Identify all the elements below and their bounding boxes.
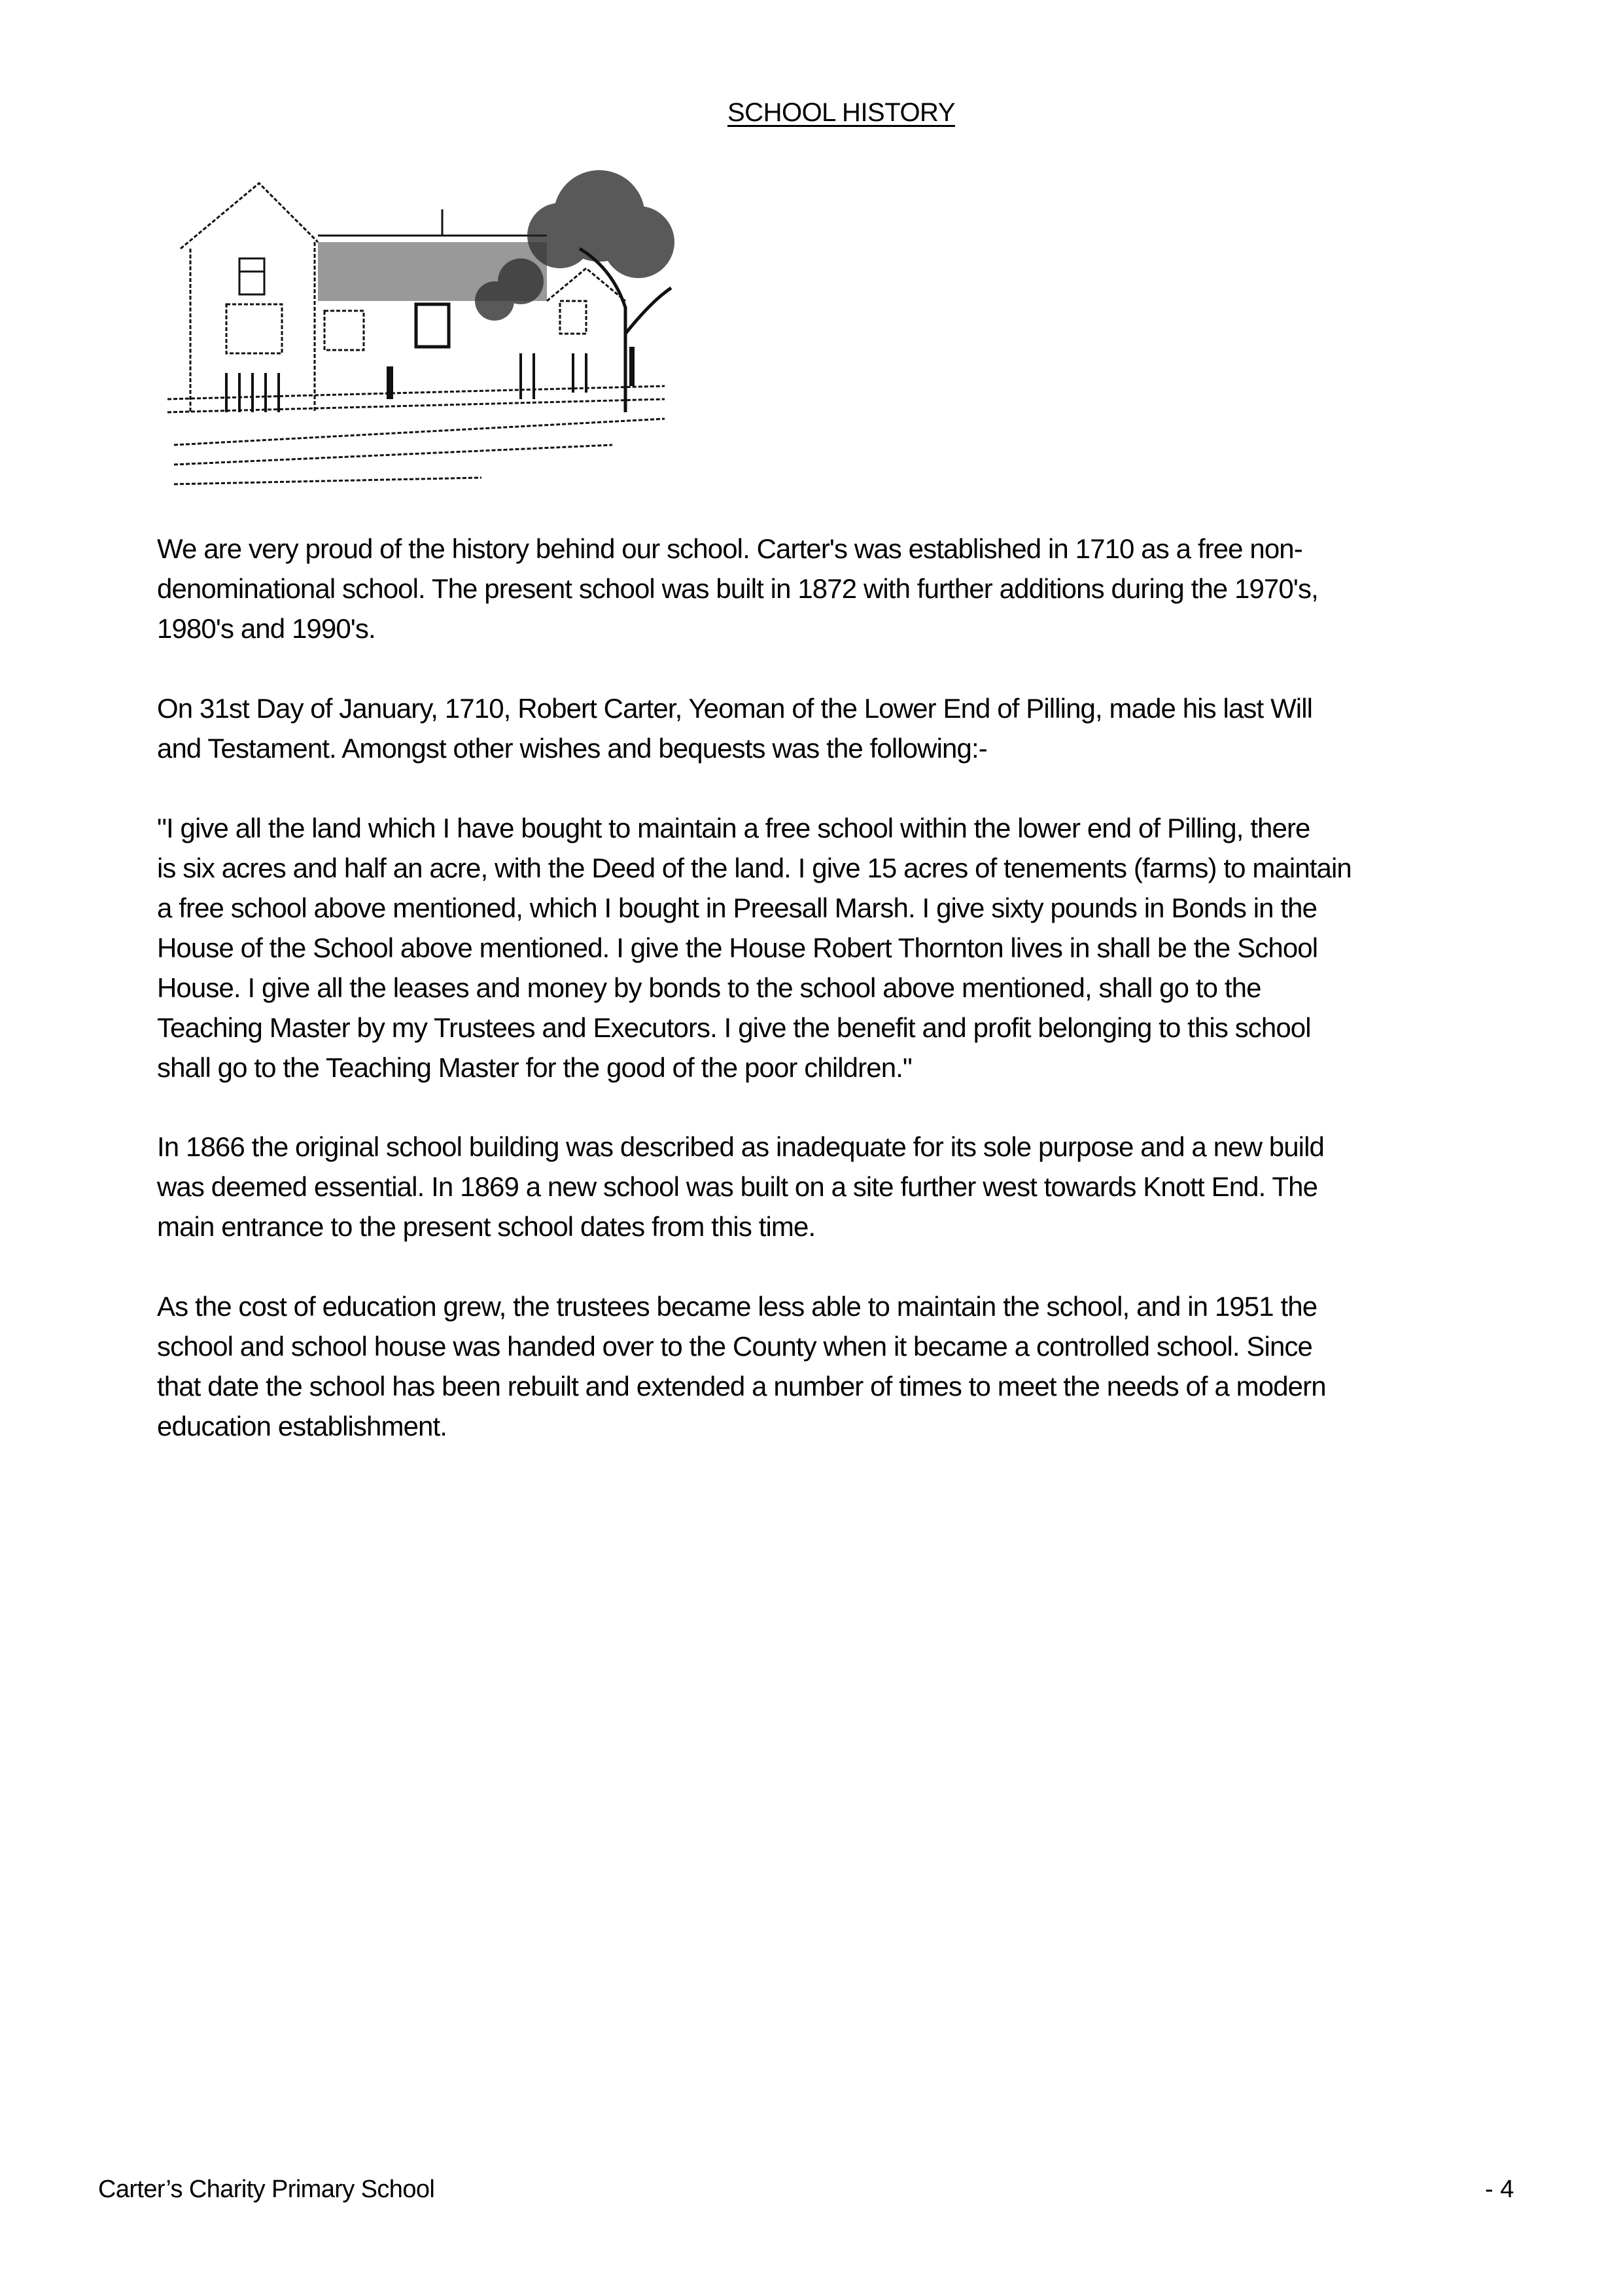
text-line: As the cost of education grew, the trustees became less able to maintain the school, and in 1951 the [157,1291,1318,1322]
school-building-sketch-illustration [154,137,678,530]
page-title: SCHOOL HISTORY [727,98,955,127]
text-line: was deemed essential. In 1869 a new school was built on a site further west towards Knott End. The [157,1171,1318,1202]
paragraph-county-control [157,1286,1596,1446]
text-line: In 1866 the original school building was described as inadequate for its sole purpose and a new build [157,1131,1325,1162]
footer-page-number: - 4 [1485,2176,1514,2203]
text-line: shall go to the Teaching Master for the good of the poor children." [157,1052,912,1083]
text-line: "I give all the land which I have bought to maintain a free school within the lower end of Pilling, there [157,813,1310,843]
text-line: that date the school has been rebuilt and extended a number of times to meet the needs of a modern [157,1371,1326,1402]
text-line: House of the School above mentioned. I give the House Robert Thornton lives in shall be the School [157,932,1318,963]
text-line: school and school house was handed over to the County when it became a controlled school. Since [157,1331,1312,1362]
paragraph-will-quote [157,808,1596,1087]
text-line: House. I give all the leases and money by bonds to the school above mentioned, shall go to the [157,972,1261,1003]
text-line: On 31st Day of January, 1710, Robert Carter, Yeoman of the Lower End of Pilling, made his last Will [157,693,1313,724]
text-line: a free school above mentioned, which I bought in Preesall Marsh. I give sixty pounds in Bonds in the [157,892,1318,923]
text-line: main entrance to the present school dates from this time. [157,1211,816,1242]
text-line: denominational school. The present school was built in 1872 with further additions during the 1970's, [157,573,1318,604]
text-line: 1980's and 1990's. [157,613,375,644]
text-line: We are very proud of the history behind our school. Carter's was established in 1710 as a free non- [157,533,1302,564]
paragraph-new-build [157,1127,1596,1246]
text-line: and Testament. Amongst other wishes and bequests was the following:- [157,733,987,764]
text-line: Teaching Master by my Trustees and Executors. I give the benefit and profit belonging to this school [157,1012,1311,1043]
footer-school-name: Carter’s Charity Primary School [98,2176,435,2203]
text-line: education establishment. [157,1411,447,1441]
paragraph-will [157,688,1596,768]
text-line: is six acres and half an acre, with the Deed of the land. I give 15 acres of tenements (farms) to maintain [157,853,1352,883]
paragraph-history-intro [157,529,1596,648]
